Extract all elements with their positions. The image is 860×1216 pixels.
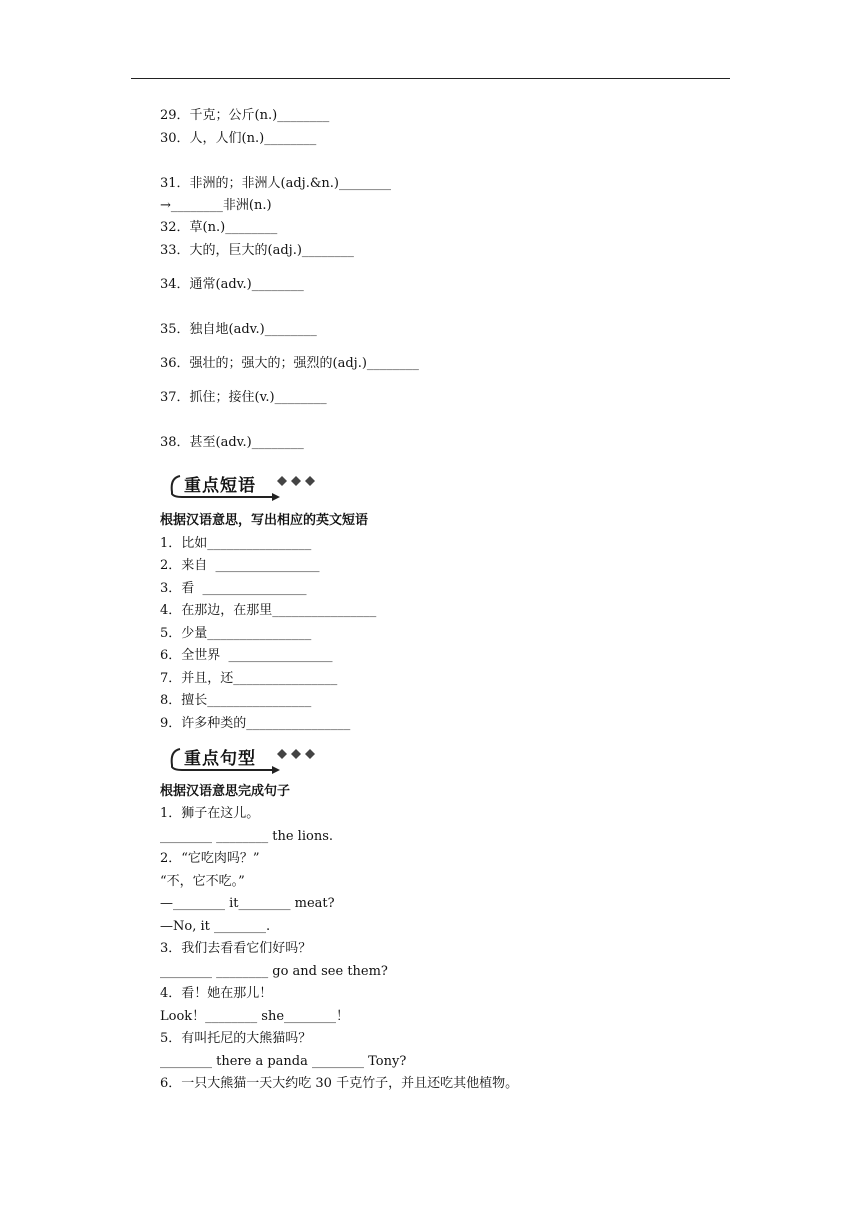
vocab-item-33: 33．大的，巨大的(adj.)________	[160, 243, 354, 258]
vocab-item-34: 34．通常(adv.)________	[160, 277, 304, 292]
vocab-item-31: 31．非洲的；非洲人(adj.&n.)________	[160, 176, 391, 191]
vocab-item-38: 38．甚至(adv.)________	[160, 435, 304, 450]
vocab-item-29: 29．千克；公斤(n.)________	[160, 108, 330, 123]
vocab-item-30: 30．人，人们(n.)________	[160, 131, 317, 146]
sentence-item: ________ ________ the lions.	[160, 829, 334, 844]
vocab-item-32: 32．草(n.)________	[160, 220, 278, 235]
sentence-item: —No, it ________.	[160, 919, 271, 934]
phrase-item-7: 7．并且，还________________	[160, 671, 338, 686]
phrase-item-8: 8．擅长________________	[160, 693, 312, 708]
sentence-item: 1．狮子在这儿。	[160, 806, 260, 821]
section-title-sentences: 重点句型	[184, 749, 256, 769]
phrase-item-6: 6．全世界 ________________	[160, 648, 333, 663]
vocab-item-36: 36．强壮的；强大的；强烈的(adj.)________	[160, 356, 419, 371]
sentence-item: 4．看！她在那儿！	[160, 986, 273, 1001]
sentence-item: ________ ________ go and see them?	[160, 964, 388, 979]
vocab-item-31-derivative: →________非洲(n.)	[160, 198, 272, 213]
phrase-item-3: 3．看 ________________	[160, 581, 307, 596]
header-rule	[131, 78, 730, 79]
phrase-item-1: 1．比如________________	[160, 536, 312, 551]
sentence-item: 3．我们去看看它们好吗？	[160, 941, 312, 956]
phrase-item-5: 5．少量________________	[160, 626, 312, 641]
sentence-item: ________ there a panda ________ Tony?	[160, 1054, 407, 1069]
sentence-item: 5．有叫托尼的大熊猫吗？	[160, 1031, 312, 1046]
section-banner-sentences	[168, 743, 328, 777]
sentences-instruction: 根据汉语意思完成句子	[160, 784, 291, 799]
section-banner-phrases	[168, 470, 328, 504]
sentence-item: “不，它不吃。”	[160, 874, 245, 889]
vocab-item-35: 35．独自地(adv.)________	[160, 322, 317, 337]
section-title-phrases: 重点短语	[184, 476, 256, 496]
sentence-item: 2．“它吃肉吗？”	[160, 851, 260, 866]
sentence-item: Look！________ she________！	[160, 1009, 350, 1024]
phrase-item-2: 2．来自 ________________	[160, 558, 320, 573]
phrase-item-9: 9．许多种类的________________	[160, 716, 351, 731]
sentence-item: —________ it________ meat?	[160, 896, 335, 911]
sentence-item: 6．一只大熊猫一天大约吃 30 千克竹子，并且还吃其他植物。	[160, 1076, 519, 1091]
phrase-item-4: 4．在那边，在那里________________	[160, 603, 377, 618]
phrases-instruction: 根据汉语意思，写出相应的英文短语	[160, 513, 369, 528]
vocab-item-37: 37．抓住；接住(v.)________	[160, 390, 327, 405]
